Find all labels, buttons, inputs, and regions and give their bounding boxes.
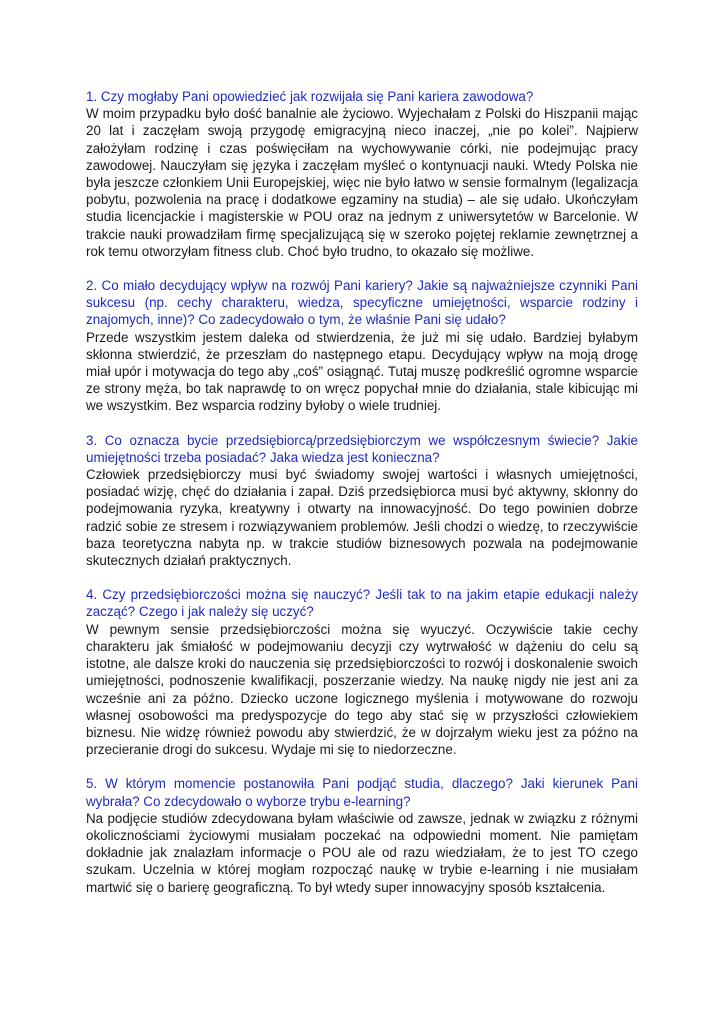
interview-document xyxy=(86,88,638,913)
question-3: 3. Co oznacza bycie przedsiębiorcą/przedsiębiorczym we współczesnym świecie? Jakie umiejętności trzeba posiadać? Jaka wiedza jest konieczna? xyxy=(86,432,638,465)
qa-item-3 xyxy=(86,432,638,570)
answer-1: W moim przypadku było dość banalnie ale życiowo. Wyjechałam z Polski do Hiszpanii mając 20 lat i zaczęłam swoją przygodę emigracyjną nieco inaczej, „nie po kolei”. Najpierw założyłam rodzinę i czas poświęciłam na wychowywanie córki, nie podejmując pracy zawodowej. Nauczyłam się języka i zaczęłam myśleć o kontynuacji nauki. Wtedy Polska nie była jeszcze członkiem Unii Europejskiej, więc nie było łatwo w sensie formalnym (legalizacja pobytu, pozwolenia na pracę i dodatkowe egzaminy na studia) – ale się udało. Ukończyłam studia licencjackie i magisterskie w POU oraz na jednym z uniwersytetów w Barcelonie. W trakcie nauki prowadziłam firmę specjalizującą się w szeroko pojętej reklamie zewnętrznej a rok temu otworzyłam fitness club. Choć było trudno, to okazało się możliwe. xyxy=(86,106,638,259)
answer-4: W pewnym sensie przedsiębiorczości można się wyuczyć. Oczywiście takie cechy charakteru jak śmiałość w podejmowaniu decyzji czy wytrwałość w dążeniu do celu są istotne, ale dalsze kroki do nauczenia się przedsiębiorczości to rozwój i doskonalenie swoich umiejętności, podnoszenie kwalifikacji, poszerzanie wiedzy. Na naukę nigdy nie jest ani za wcześnie ani za późno. Dziecko uczone logicznego myślenia i motywowane do rozwoju własnej osobowości ma predyspozycje do tego aby stać się w przyszłości człowiekiem biznesu. Nie widzę również powodu aby stwierdzić, że w dojrzałym wieku jest za późno na przecieranie drogi do sukcesu. Wydaje mi się to niedorzeczne. xyxy=(86,621,638,758)
qa-item-1 xyxy=(86,88,638,260)
answer-5: Na podjęcie studiów zdecydowana byłam właściwie od zawsze, jednak w związku z różnymi okolicznościami życiowymi musiałam poczekać na odpowiedni moment. Nie pamiętam dokładnie jak znalazłam informacje o POU ale od razu wiedziałam, że to jest TO czego szukam. Uczelnia w której mogłam rozpocząć naukę w trybie e-learning i nie musiałam martwić się o barierę geograficzną. To był wtedy super innowacyjny sposób kształcenia. xyxy=(86,810,638,895)
question-1: 1. Czy mogłaby Pani opowiedzieć jak rozwijała się Pani kariera zawodowa? xyxy=(86,89,534,104)
qa-item-5 xyxy=(86,775,638,895)
answer-2: Przede wszystkim jestem daleka od stwierdzenia, że już mi się udało. Bardziej byłabym skłonna stwierdzić, że przeszłam do następnego etapu. Decydujący wpływ na moją drogę miał upór i motywacja do tego aby „coś” osiągnąć. Tutaj muszę podkreślić ogromne wsparcie ze strony męża, bo tak naprawdę to on wręcz popychał mnie do działania, stale kibicując mi we wszystkim. Bez wsparcia rodziny byłoby o wiele trudniej. xyxy=(86,329,638,414)
question-4: 4. Czy przedsiębiorczości można się nauczyć? Jeśli tak to na jakim etapie edukacji należy zacząć? Czego i jak należy się uczyć? xyxy=(86,587,638,620)
question-5: 5. W którym momencie postanowiła Pani podjąć studia, dlaczego? Jaki kierunek Pani wybrała? Co zdecydowało o wyborze trybu e-learning? xyxy=(86,776,638,809)
answer-3: Człowiek przedsiębiorczy musi być świadomy swojej wartości i własnych umiejętności, posiadać wizję, chęć do działania i zapał. Dziś przedsiębiorca musi być aktywny, skłonny do podejmowania ryzyka, kreatywny i otwarty na innowacyjność. Do tego powinien dobrze radzić sobie ze stresem i rozwiązywaniem problemów. Jeśli chodzi o wiedzę, to rzeczywiście baza teoretyczna nabyta np. w trakcie studiów biznesowych pozwala na podejmowanie skutecznych działań praktycznych. xyxy=(86,467,638,569)
qa-item-2 xyxy=(86,277,638,415)
question-2: 2. Co miało decydujący wpływ na rozwój Pani kariery? Jakie są najważniejsze czynniki Pani sukcesu (np. cechy charakteru, wiedza, specyficzne umiejętności, wsparcie rodziny i znajomych, inne)? Co zadecydowało o tym, że właśnie Pani się udało? xyxy=(86,278,638,328)
qa-item-4 xyxy=(86,586,638,758)
